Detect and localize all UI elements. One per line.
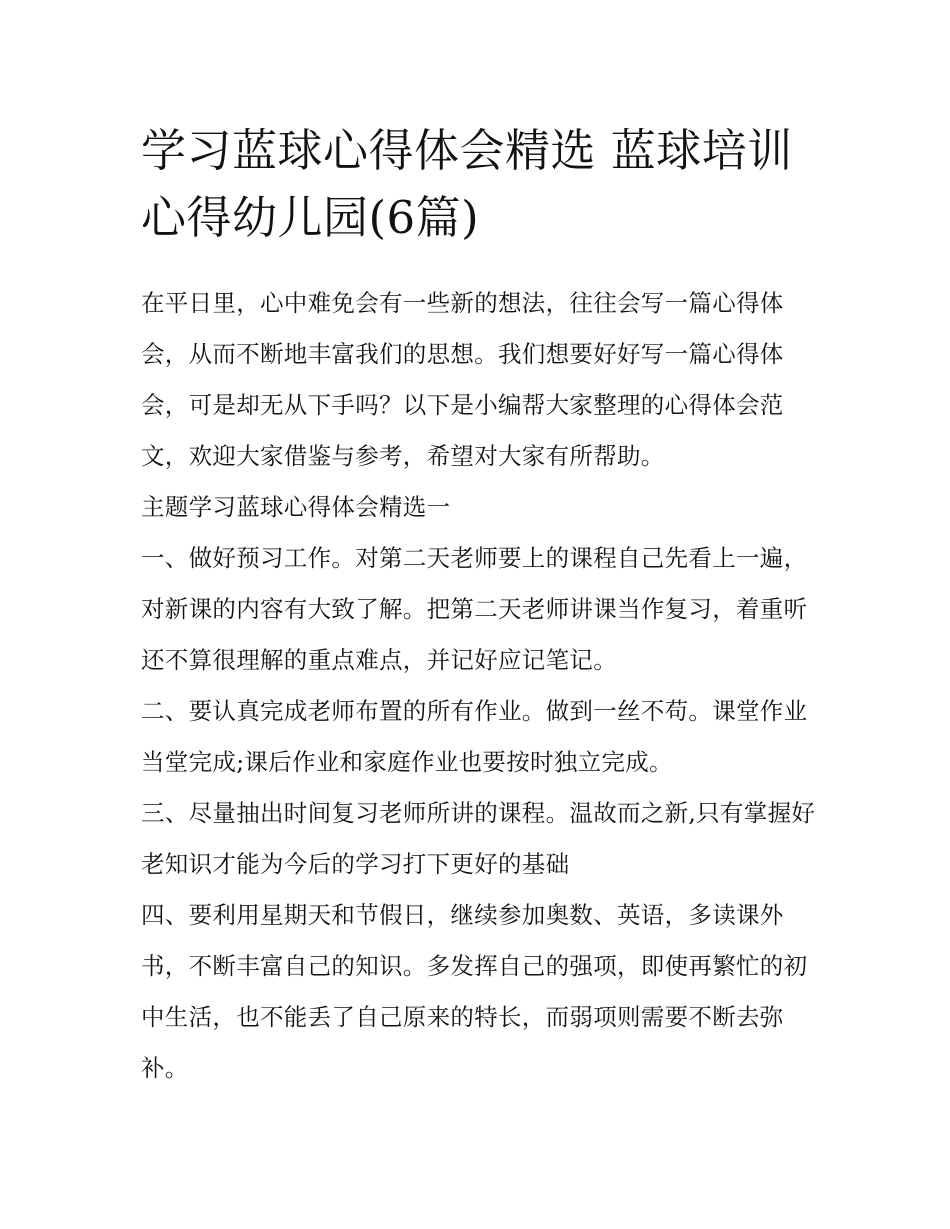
document-title: 学习蓝球心得体会精选 蓝球培训心得幼儿园(6篇)	[141, 124, 793, 244]
paragraph-4: 四、要利用星期天和节假日，继续参加奥数、英语，多读课外书，不断丰富自己的知识。多发挥自己的强项，即使再繁忙的初中生活，也不能丢了自己原来的特长，而弱项则需要不断去弥补。	[141, 901, 808, 1082]
paragraph-2: 二、要认真完成老师布置的所有作业。做到一丝不苟。课堂作业当堂完成;课后作业和家庭作业也要按时独立完成。	[141, 697, 808, 776]
section-heading: 主题学习蓝球心得体会精选一	[141, 493, 451, 521]
document-body	[141, 278, 816, 1094]
intro-paragraph: 在平日里，心中难免会有一些新的想法，往往会写一篇心得体会，从而不断地丰富我们的思想。我们想要好好写一篇心得体会，可是却无从下手吗？以下是小编帮大家整理的心得体会范文，欢迎大家借鉴与参考，希望对大家有所帮助。	[141, 289, 784, 470]
paragraph-3: 三、尽量抽出时间复习老师所讲的课程。温故而之新,只有掌握好老知识才能为今后的学习打下更好的基础	[141, 799, 816, 878]
paragraph-1: 一、做好预习工作。对第二天老师要上的课程自己先看上一遍，对新课的内容有大致了解。把第二天老师讲课当作复习，着重听还不算很理解的重点难点，并记好应记笔记。	[141, 544, 808, 674]
